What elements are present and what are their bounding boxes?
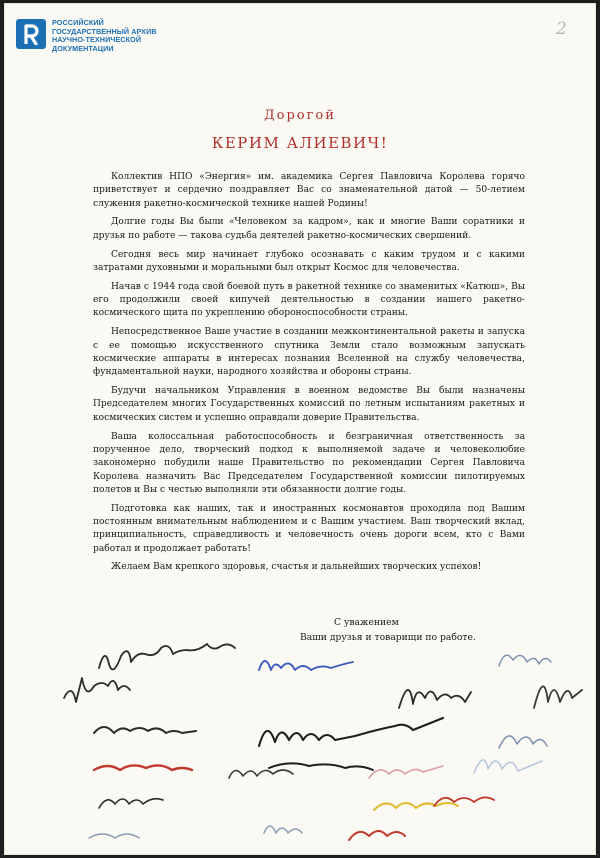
page-number: 2 bbox=[556, 19, 567, 39]
signature-7 bbox=[94, 727, 196, 733]
signature-19 bbox=[264, 826, 302, 833]
signature-20 bbox=[349, 831, 405, 840]
logo-text-line: ГОСУДАРСТВЕННЫЙ АРХИВ bbox=[52, 26, 157, 36]
letter-paragraph: Коллектив НПО «Энергия» им. академика Сергея Павловича Королева горячо приветствует и сердечно поздравляет Вас со знаменательной датой — 50-летием служения ракетно-космической технике нашей Родины! bbox=[93, 172, 525, 209]
handwritten-signatures bbox=[4, 618, 596, 855]
letter-paragraph: Сегодня весь мир начинает глубоко осознавать с каким трудом и с какими затратами духовными и моральными был открыт Космос для человечества. bbox=[93, 249, 525, 273]
letter-addressee: КЕРИМ АЛИЕВИЧ! bbox=[211, 134, 389, 152]
signature-6 bbox=[534, 686, 582, 708]
letter-body bbox=[93, 171, 525, 580]
signature-13 bbox=[369, 766, 443, 778]
signature-3 bbox=[259, 661, 353, 670]
letter-paragraph: Подготовка как наших, так и иностранных космонавтов проходила под Вашим постоянным внимательным наблюдением и с Вашим участием. Ваш творческий вклад, принципиальность, справедливость и человечность очень дороги всем, кто с Вами работал и продолжает работать! bbox=[93, 503, 525, 554]
signature-9 bbox=[269, 763, 373, 770]
signature-17 bbox=[99, 799, 163, 808]
signature-2 bbox=[64, 678, 130, 702]
signature-1 bbox=[99, 644, 235, 669]
letter-paragraph: Начав с 1944 года свой боевой путь в ракетной технике со знаменитых «Катюш», Вы его продолжили своей кипучей деятельностью в создании нашего ракетно-космического щита по укреплению обороноспособности страны. bbox=[93, 281, 525, 319]
logo-text-line: РОССИЙСКИЙ bbox=[52, 18, 104, 27]
signature-11 bbox=[94, 765, 192, 770]
letter-paragraph: Ваша колоссальная работоспособность и безграничная ответственность за порученное дело, творческий подход к выполняемой задаче и человеколюбие закономерно побудили наше Правительство по рекомендации Сергея Павловича Королева назначить Вас Председателем Государственной комиссии пилотируемых полетов и Вы с честью выполняли эти обязанности долгие годы. bbox=[93, 431, 525, 495]
closing-salutation: С уважением bbox=[334, 617, 399, 628]
letter-paragraph: Будучи начальником Управления в военном ведомстве Вы были назначены Председателем многих Государственных комиссий по летным испытаниям ракетных и космических систем и успешно оправдали доверие Правительства. bbox=[93, 386, 525, 423]
signature-15 bbox=[374, 803, 458, 810]
letter-page bbox=[4, 3, 596, 855]
signature-4 bbox=[399, 690, 471, 708]
logo-text-line: ДОКУМЕНТАЦИИ bbox=[52, 43, 114, 53]
signature-10 bbox=[499, 736, 547, 748]
signature-12 bbox=[229, 770, 293, 778]
letter-greeting: Дорогой bbox=[264, 108, 336, 123]
letter-paragraph: Непосредственное Ваше участие в создании межконтинентальной ракеты и запуска с ее помощью искусственного спутника Земли стало возможным запускать космические аппараты в интересах познания Вселенной на службу человечества, фундаментальной науки, народного хозяйства и обороны страны. bbox=[93, 327, 525, 378]
signature-16 bbox=[434, 797, 494, 806]
archive-logo-icon bbox=[16, 19, 46, 49]
signature-18 bbox=[89, 834, 139, 838]
archive-logo-text bbox=[52, 19, 157, 53]
letter-paragraph: Желаем Вам крепкого здоровья, счастья и дальнейших творческих успехов! bbox=[111, 562, 482, 573]
signature-8 bbox=[259, 718, 443, 746]
closing-signature-line: Ваши друзья и товарищи по работе. bbox=[300, 632, 476, 643]
letter-paragraph: Долгие годы Вы были «Человеком за кадром», как и многие Ваши соратники и друзья по работе — такова судьба деятелей ракетно-космических свершений. bbox=[93, 217, 525, 241]
signature-5 bbox=[499, 655, 551, 666]
archive-logo bbox=[16, 19, 157, 53]
signature-14 bbox=[474, 760, 542, 773]
logo-text-line: НАУЧНО-ТЕХНИЧЕСКОЙ bbox=[52, 35, 142, 45]
